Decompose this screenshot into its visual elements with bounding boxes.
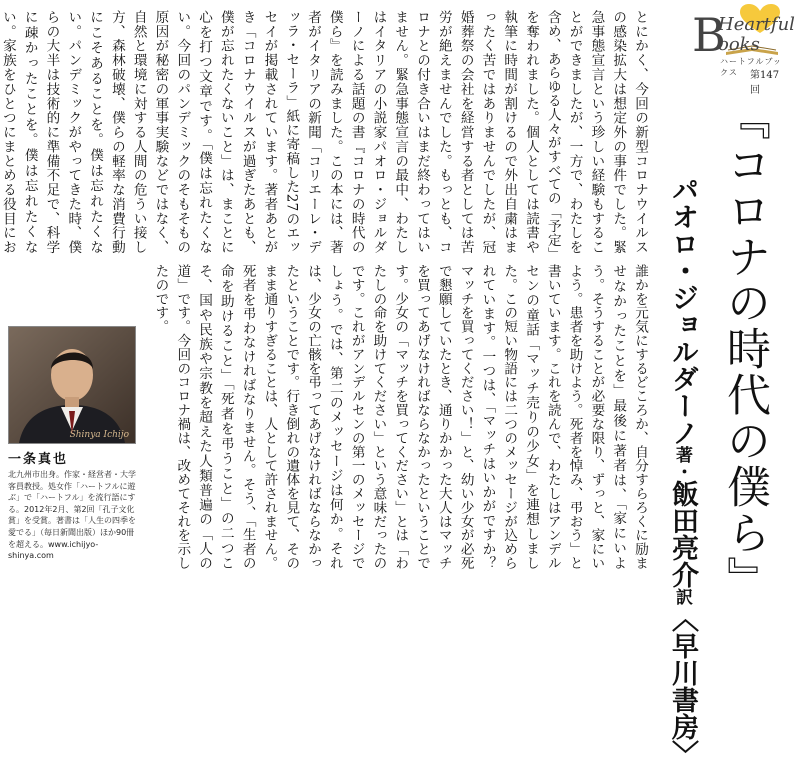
name-latin: Shinya Ichijo bbox=[69, 430, 129, 440]
author-profile bbox=[8, 326, 138, 562]
body-text-upper: とにかく、今回の新型コロナウイルスの感染拡大は想定外の事件でした。緊急事態宣言という珍しい経験もすることができましたが、一方で、わたしを含め、あらゆる人々がすべての「予定」を奪われました。個人としては読書や執筆に時間が割けるので外出自粛はまったく苦ではありませんでしたが、冠婚葬祭の会社を経営する者としては苦労が絶えませんでした。もっとも、コロナとの付き合いはまだ終わってはいません。緊急事態宣言の最中、わたしはイタリアの小説家パオロ・ジョルダーノによる話題の書『コロナの時代の僕ら』を読みました。この本には、著者がイタリアの新聞「コリエーレ・デッラ・セーラ」紙に寄稿した27のエッセイが掲載されています。著者あとがき「コロナウイルスが過ぎたあとも、僕が忘れたくないこと」は、まことに心を打つ文章です。「僕は忘れたくない。今回のパンデミックのそもそもの原因が秘密の軍事実験などではなく、自然と環境に対する人間の危うい接し方、森林破壊、僕らの軽率な消費行動にこそあることを。僕は忘れたくない。パンデミックがやってきた時、僕らの大半は技術的に準備不足で、科学に疎かったことを。僕は忘れたくない。家族をひとつにまとめる役目にお bbox=[0, 10, 648, 254]
issue-number: 第147回 bbox=[750, 70, 780, 96]
logo-line-1: Heartful bbox=[718, 14, 795, 35]
author-name: パオロ・ジョルダーノ bbox=[667, 176, 698, 446]
author-suffix: 著・ bbox=[672, 446, 692, 480]
heartful-books-logo bbox=[688, 4, 795, 96]
translator-name: 飯田亮介 bbox=[667, 480, 698, 588]
profile-bio: 北九州市出身。作家・経営者・大学客員教授。処女作「ハートフルに遊ぶ」で「ハートフル」を流行語にする。2012年2月、第2回「孔子文化賞」を受賞。著書は「人生の四季を愛でる」（毎日新聞出版）ほか90冊を超える。www.ichijyo-shinya.com bbox=[8, 470, 136, 561]
author-line bbox=[660, 176, 704, 767]
portrait-illustration bbox=[9, 327, 135, 443]
translator-suffix: 訳 bbox=[672, 588, 692, 605]
logo-letter: B bbox=[692, 8, 726, 62]
author-photo bbox=[8, 326, 136, 444]
profile-name: 一条真也 bbox=[8, 452, 69, 467]
logo-line-2: ooks bbox=[718, 34, 760, 55]
book-title: 『コロナの時代の僕ら』 bbox=[719, 96, 770, 602]
body-text-lower: 誰かを元気にするどころか、自分すらろくに励ませなかったことを」最後に著者は、「家にいよう。そうすることが必要な限り、ずっと、家にいよう。患者を助けよう。死者を悼み、弔おう」と書いています。これを読んで、わたしはアンデルセンの童話「マッチ売りの少女」を連想しました。この短い物語には二つのメッセージが込められています。一つは、「マッチはいかがですか？マッチを買ってください！」と、幼い少女が必死で懇願していたとき、通りかかった大人はマッチを買ってあげなければならなかったということです。少女の「マッチを買ってください」とは「わたしの命を助けてください」という意味だったのです。これがアンデルセンの第一のメッセージでしょう。では、第二のメッセージは何か。それは、少女の亡骸を弔ってあげなければならなかったということです。行き倒れの遺体を見て、そのまま通りすぎることは、人として許されません。死者を弔わなければなりません。そう、「生者の命を助けること」「死者を弔うこと」の二つこそ、国や民族や宗教を超えた人類普遍の「人の道」です。今回のコロナ禍は、改めてそれを示したのです。 bbox=[152, 264, 648, 570]
publisher: 〈早川書房〉 bbox=[667, 605, 698, 767]
logo-kana: ハートフルブックス bbox=[720, 57, 782, 77]
